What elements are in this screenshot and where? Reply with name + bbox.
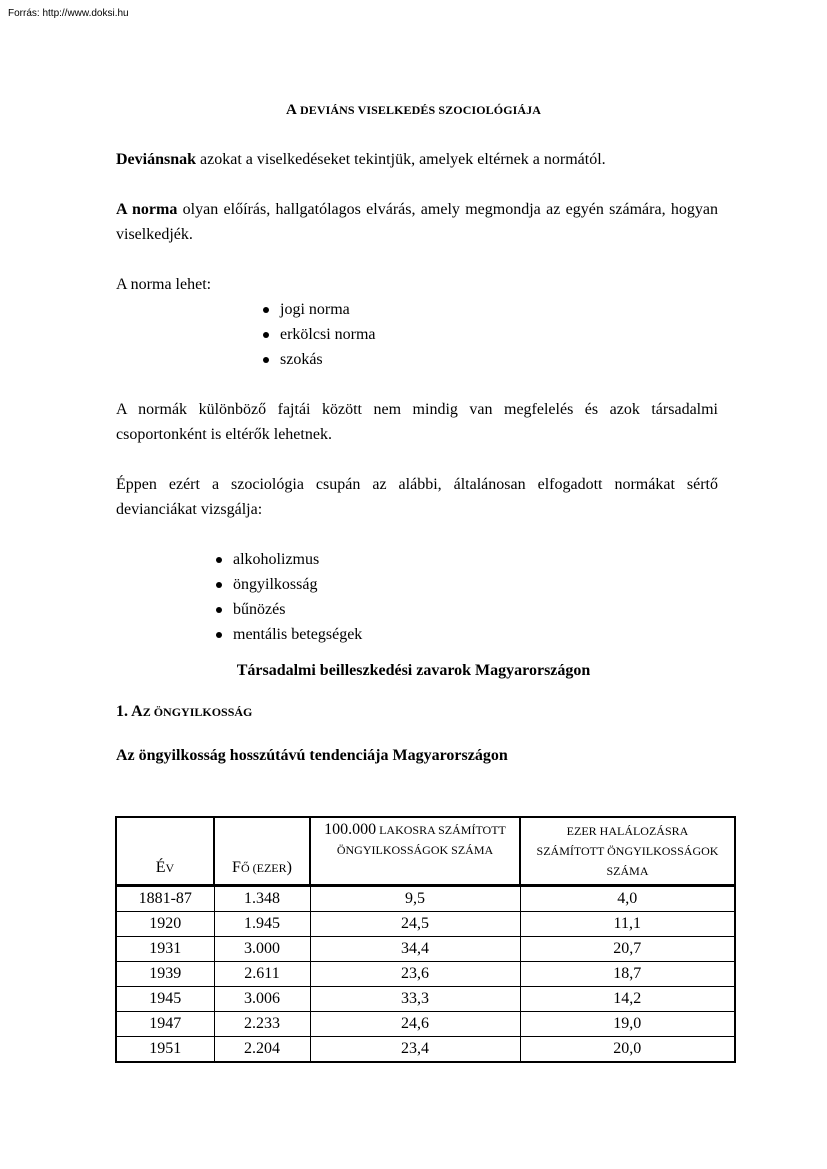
list-item: bűnözés [216,597,362,622]
header-text: ) [286,859,292,876]
term-norma: A norma [116,201,178,218]
table-row [116,886,735,912]
paragraph-norm-differences: A normák különböző fajtái között nem mindig van megfelelés és azok társadalmi csoportonként is eltérők lehetnek. [116,401,718,443]
deviances-list [216,547,362,647]
paragraph-norm-definition [116,197,718,247]
header-year [116,817,214,886]
cell-year: 1931 [116,937,214,962]
table-row [116,1012,735,1037]
table-row [116,1037,735,1063]
cell-per-1000-deaths: 11,1 [520,912,735,937]
cell-per-1000-deaths: 20,0 [520,1037,735,1063]
list-item: erkölcsi norma [263,322,376,347]
cell-per-1000-deaths: 18,7 [520,962,735,987]
header-text: LAKOSRA SZÁMÍTOTT [376,823,506,837]
table-row [116,912,735,937]
cell-population: 1.348 [214,886,310,912]
cell-per-100000: 34,4 [310,937,520,962]
section-heading [116,703,252,721]
header-text: V [165,861,175,875]
cell-year: 1939 [116,962,214,987]
title-rest: DEVIÁNS VISELKEDÉS SZOCIOLÓGIÁJA [296,103,542,117]
header-text: F [232,859,241,876]
list-item: alkoholizmus [216,547,362,572]
header-text: ÖNGYILKOSSÁGOK SZÁMA [336,843,494,857]
norm-types-list [263,297,376,372]
paragraph-deviance-definition [116,147,718,172]
table-row [116,962,735,987]
list-item: mentális betegségek [216,622,362,647]
header-text: SZÁMÍTOTT ÖNGYILKOSSÁGOK [536,844,719,858]
table-row [116,987,735,1012]
cell-per-1000-deaths: 19,0 [520,1012,735,1037]
cell-year: 1881-87 [116,886,214,912]
list-item: öngyilkosság [216,572,362,597]
cell-per-1000-deaths: 4,0 [520,886,735,912]
header-per-1000-deaths [520,817,735,886]
cell-population: 2.204 [214,1037,310,1063]
cell-population: 2.611 [214,962,310,987]
cell-population: 1.945 [214,912,310,937]
cell-year: 1945 [116,987,214,1012]
title-first-letter: A [285,102,297,118]
header-per-100000 [310,817,520,886]
term-deviansnak: Deviánsnak [116,151,197,168]
list-item: jogi norma [263,297,376,322]
paragraph-norm-types-intro: A norma lehet: [116,276,212,293]
section-title-rest: Z ÖNGYILKOSSÁG [142,705,253,719]
paragraph-sociology-scope: Éppen ezért a szociológia csupán az alábbi, általánosan elfogadott normákat sértő devianciákat vizsgálja: [116,476,718,518]
list-item: szokás [263,347,376,372]
section-first-letter: A [131,703,143,720]
cell-population: 3.006 [214,987,310,1012]
source-note: Forrás: http://www.doksi.hu [8,8,129,19]
section-number: 1. [116,703,132,720]
header-text: Ő ( [240,861,257,875]
cell-per-100000: 23,6 [310,962,520,987]
header-text: EZER HALÁLOZÁSRA [566,824,689,838]
cell-population: 3.000 [214,937,310,962]
cell-per-100000: 9,5 [310,886,520,912]
cell-per-100000: 24,5 [310,912,520,937]
cell-per-100000: 24,6 [310,1012,520,1037]
cell-per-100000: 33,3 [310,987,520,1012]
cell-year: 1951 [116,1037,214,1063]
cell-per-100000: 23,4 [310,1037,520,1063]
header-text: 100.000 [324,821,377,838]
paragraph-text: olyan előírás, hallgatólagos elvárás, amely megmondja az egyén számára, hogyan viselkedjék. [116,201,719,243]
header-population [214,817,310,886]
header-text: EZER [256,861,287,875]
paragraph-text: azokat a viselkedéseket tekintjük, amelyek eltérnek a normától. [196,151,606,168]
cell-per-1000-deaths: 20,7 [520,937,735,962]
cell-per-1000-deaths: 14,2 [520,987,735,1012]
table-row [116,937,735,962]
header-text: É [155,859,166,876]
document-title [0,102,827,119]
table-header-row [116,817,735,886]
cell-population: 2.233 [214,1012,310,1037]
cell-year: 1920 [116,912,214,937]
table-subheading: Az öngyilkosság hosszútávú tendenciája Magyarországon [116,747,508,764]
section-heading-center: Társadalmi beilleszkedési zavarok Magyarországon [236,662,591,679]
cell-year: 1947 [116,1012,214,1037]
suicide-statistics-table [115,816,736,1063]
header-text: SZÁMA [606,864,649,878]
